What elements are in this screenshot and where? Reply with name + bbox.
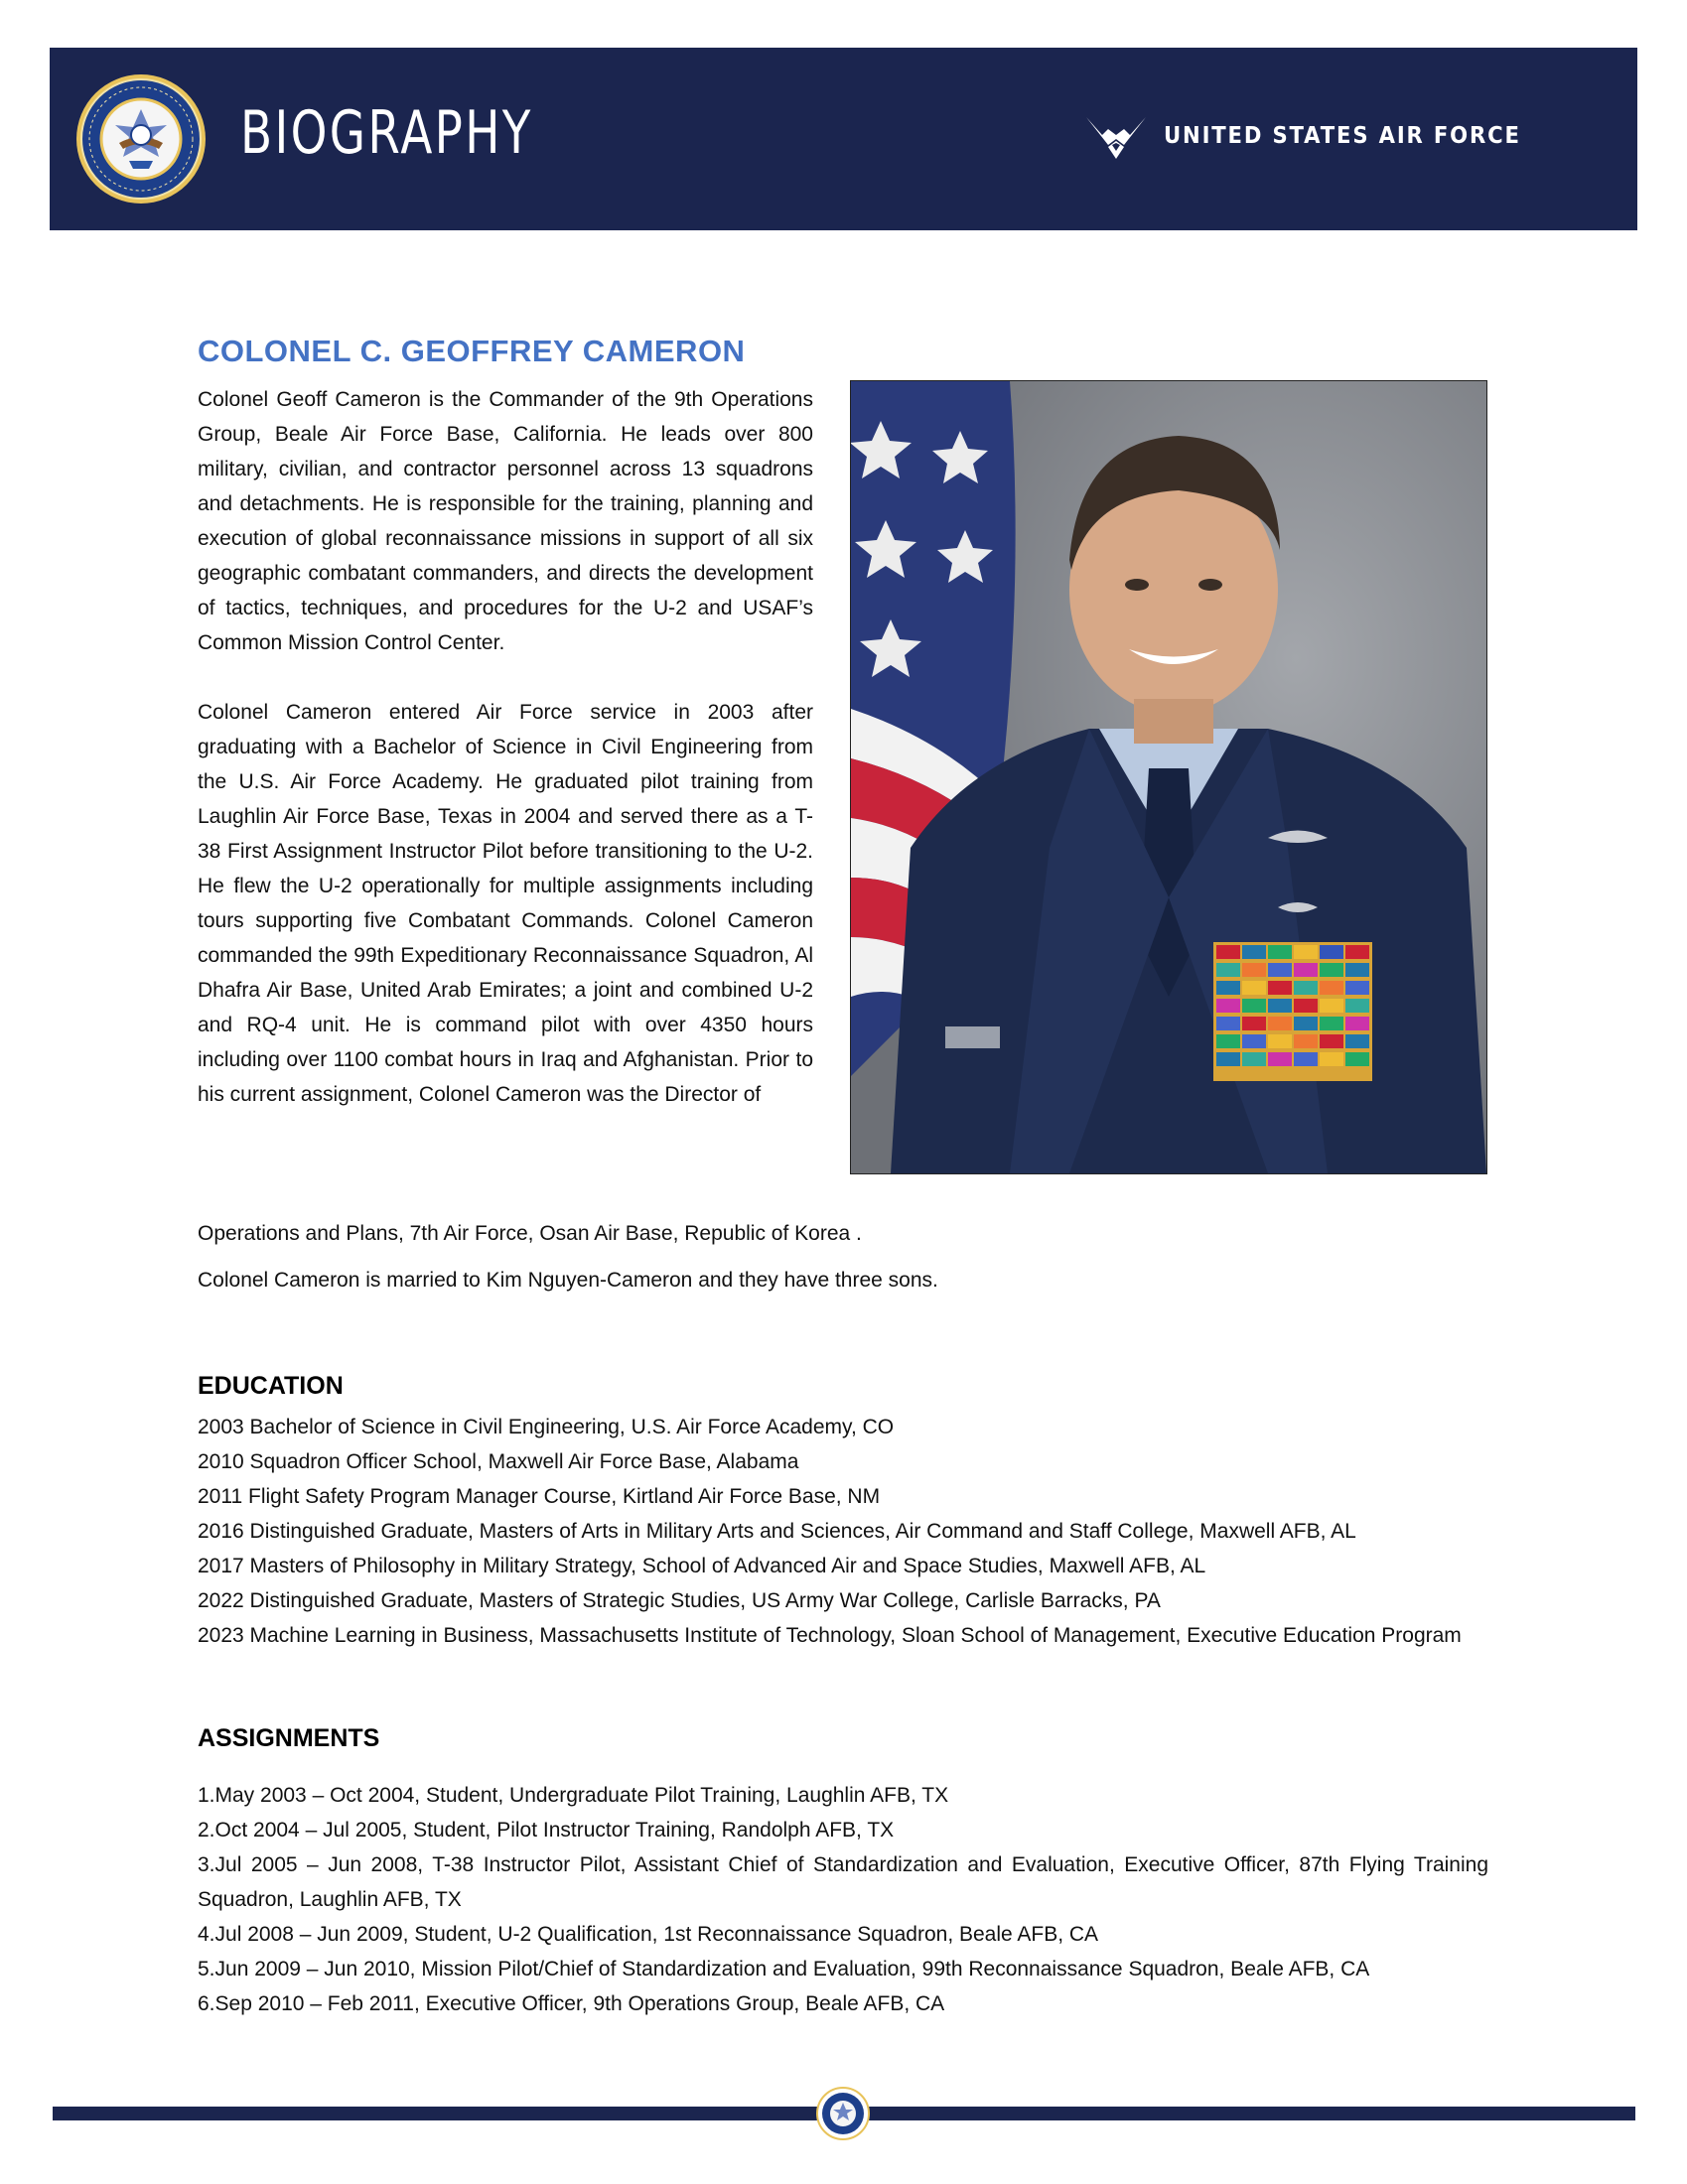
list-item: 3.Jul 2005 – Jun 2008, T-38 Instructor Pilot, Assistant Chief of Standardization and Evaluation, Executive Officer, 87th Flying Training Squadron, Laughlin AFB, TX [198, 1853, 1488, 1911]
bio-family: Colonel Cameron is married to Kim Nguyen-Cameron and they have three sons. [198, 1269, 938, 1292]
list-item: 2011 Flight Safety Program Manager Course, Kirtland Air Force Base, NM [198, 1485, 881, 1508]
list-item: 2.Oct 2004 – Jul 2005, Student, Pilot Instructor Training, Randolph AFB, TX [198, 1819, 895, 1842]
list-item: 5.Jun 2009 – Jun 2010, Mission Pilot/Chief of Standardization and Evaluation, 99th Reconnaissance Squadron, Beale AFB, CA [198, 1958, 1370, 1980]
subject-name: COLONEL C. GEOFFREY CAMERON [198, 334, 746, 368]
list-item: 2016 Distinguished Graduate, Masters of Arts in Military Arts and Sciences, Air Command and Staff College, Maxwell AFB, AL [198, 1520, 1356, 1543]
list-item: 2017 Masters of Philosophy in Military Strategy, School of Advanced Air and Space Studies, Maxwell AFB, AL [198, 1555, 1206, 1577]
air-force-wordmark: UNITED STATES AIR FORCE [1164, 123, 1521, 149]
footer-seal-icon [816, 2087, 870, 2140]
header-band [50, 48, 1637, 230]
page-title: BIOGRAPHY [240, 98, 533, 168]
air-force-symbol-icon [1086, 115, 1146, 161]
list-item: 1.May 2003 – Oct 2004, Student, Undergraduate Pilot Training, Laughlin AFB, TX [198, 1784, 949, 1807]
assignments-heading: ASSIGNMENTS [198, 1724, 380, 1752]
bio-text [198, 382, 813, 1112]
list-item: 2010 Squadron Officer School, Maxwell Air Force Base, Alabama [198, 1450, 799, 1473]
bio-paragraph-2-end: Operations and Plans, 7th Air Force, Osan Air Base, Republic of Korea . [198, 1222, 862, 1245]
portrait-photo [850, 380, 1487, 1174]
bio-paragraph-1: Colonel Geoff Cameron is the Commander of the 9th Operations Group, Beale Air Force Base, California. He leads over 800 military, civilian, and contractor personnel across 13 squadrons and detachments. He is responsible for the training, planning and execution of global reconnaissance missions in support of all six geographic combatant commanders, and directs the development of tactics, techniques, and procedures for the U-2 and USAF’s Common Mission Control Center. [198, 388, 813, 654]
list-item: 4.Jul 2008 – Jun 2009, Student, U-2 Qualification, 1st Reconnaissance Squadron, Beale AFB, CA [198, 1923, 1099, 1946]
bio-paragraph-2: Colonel Cameron entered Air Force service in 2003 after graduating with a Bachelor of Science in Civil Engineering from the U.S. Air Force Academy. He graduated pilot training from Laughlin Air Force Base, Texas in 2004 and served there as a T-38 First Assignment Instructor Pilot before transitioning to the U-2. He flew the U-2 operationally for multiple assignments including tours supporting five Combatant Commands. Colonel Cameron commanded the 99th Expeditionary Reconnaissance Squadron, Al Dhafra Air Base, United Arab Emirates; a joint and combined U-2 and RQ-4 unit. He is command pilot with over 4350 hours including over 1100 combat hours in Iraq and Afghanistan. Prior to his current assignment, Colonel Cameron was the Director of [198, 701, 813, 1106]
air-force-seal-icon [75, 73, 207, 205]
list-item: 2022 Distinguished Graduate, Masters of Strategic Studies, US Army War College, Carlisle Barracks, PA [198, 1589, 1161, 1612]
list-item: 6.Sep 2010 – Feb 2011, Executive Officer, 9th Operations Group, Beale AFB, CA [198, 1992, 945, 2015]
education-list [198, 1410, 1488, 1653]
education-heading: EDUCATION [198, 1372, 344, 1400]
portrait-illustration [851, 381, 1486, 1173]
assignments-list [198, 1778, 1488, 2021]
list-item: 2003 Bachelor of Science in Civil Engineering, U.S. Air Force Academy, CO [198, 1416, 895, 1438]
list-item: 2023 Machine Learning in Business, Massachusetts Institute of Technology, Sloan School of Management, Executive Education Program [198, 1624, 1462, 1647]
